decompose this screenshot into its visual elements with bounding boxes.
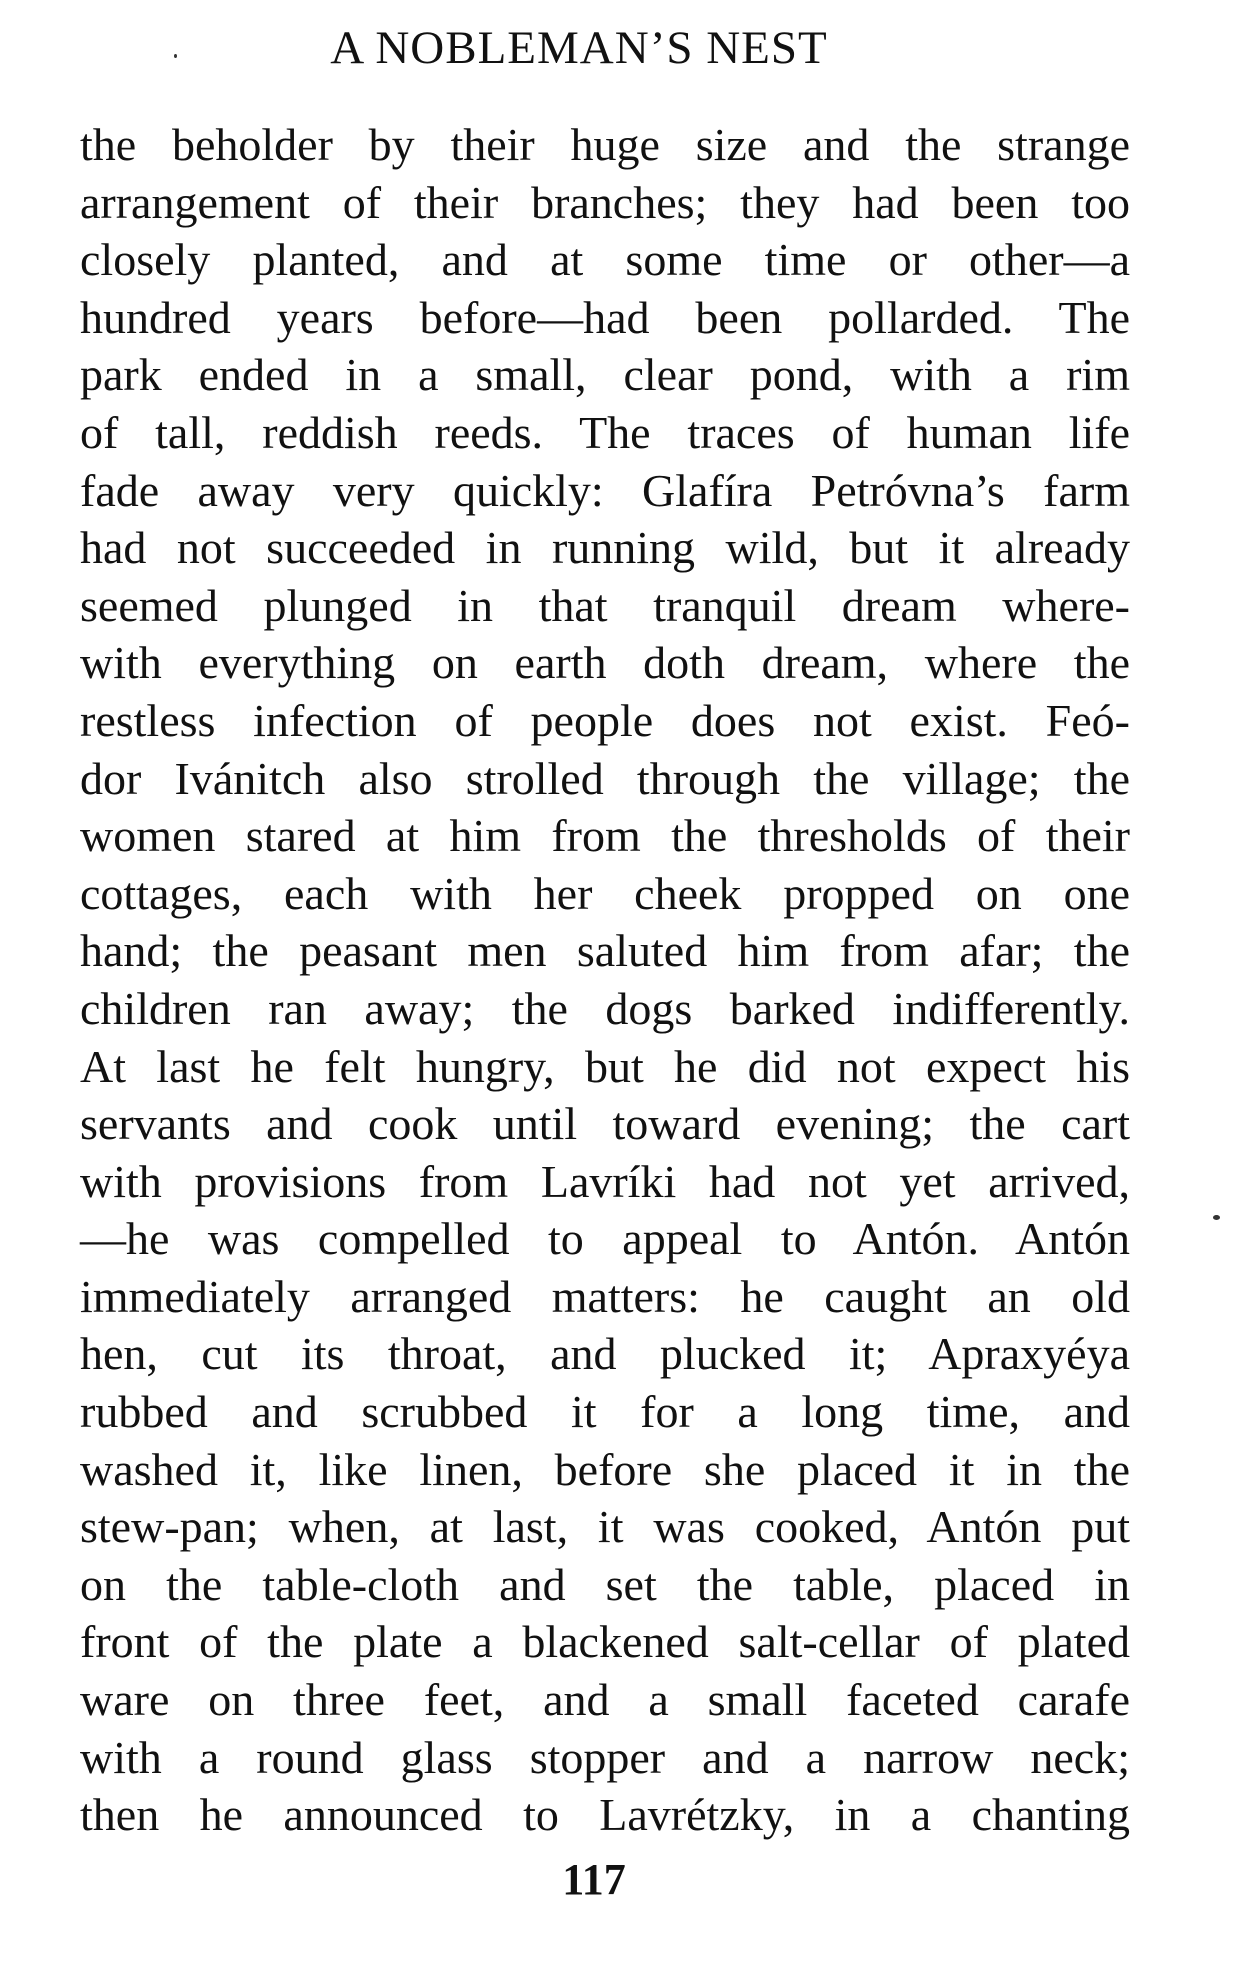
text-line-content: of tall, reddish reeds. The traces of human life bbox=[80, 406, 1130, 458]
text-line-content: dor Ivánitch also strolled through the village; the bbox=[80, 752, 1130, 804]
text-line bbox=[80, 289, 1130, 347]
text-line bbox=[80, 1556, 1130, 1614]
text-line-content: seemed plunged in that tranquil dream where- bbox=[80, 579, 1130, 631]
text-line-content: servants and cook until toward evening; the cart bbox=[80, 1098, 1130, 1150]
text-line-content: immediately arranged matters: he caught an old bbox=[80, 1270, 1130, 1322]
text-line bbox=[80, 346, 1130, 404]
text-line bbox=[80, 750, 1130, 808]
text-line bbox=[80, 1325, 1130, 1383]
text-line-content: hundred years before—had been pollarded. The bbox=[80, 291, 1130, 343]
text-line bbox=[80, 865, 1130, 923]
text-line-content: on the table-cloth and set the table, placed in bbox=[80, 1558, 1130, 1610]
text-line bbox=[80, 634, 1130, 692]
text-line-content: had not succeeded in running wild, but it already bbox=[80, 522, 1130, 574]
text-line bbox=[80, 1268, 1130, 1326]
running-title: A NOBLEMAN’S NEST bbox=[330, 22, 828, 74]
text-line bbox=[80, 1210, 1130, 1268]
text-line-content: arrangement of their branches; they had been too bbox=[80, 176, 1130, 228]
scan-speck bbox=[174, 54, 177, 58]
text-line-content: —he was compelled to appeal to Antón. Antón bbox=[80, 1213, 1130, 1265]
text-line-content: park ended in a small, clear pond, with a rim bbox=[80, 349, 1130, 401]
text-line-content: rubbed and scrubbed it for a long time, and bbox=[80, 1386, 1130, 1438]
text-line bbox=[80, 1441, 1130, 1499]
page-number: 117 bbox=[562, 1855, 626, 1904]
text-line-content: hen, cut its throat, and plucked it; Apraxyéya bbox=[80, 1328, 1130, 1380]
text-line-content: children ran away; the dogs barked indifferently. bbox=[80, 982, 1130, 1034]
text-line bbox=[80, 1498, 1130, 1556]
text-line-content: washed it, like linen, before she placed it in the bbox=[80, 1443, 1130, 1495]
text-line-content: with provisions from Lavríki had not yet arrived, bbox=[80, 1155, 1130, 1207]
text-line bbox=[80, 807, 1130, 865]
text-line bbox=[80, 519, 1130, 577]
text-line bbox=[80, 1153, 1130, 1211]
text-line bbox=[80, 1383, 1130, 1441]
text-line-content: ware on three feet, and a small faceted carafe bbox=[80, 1674, 1130, 1726]
text-line-content: then he announced to Lavrétzky, in a chanting bbox=[80, 1789, 1130, 1841]
text-line-content: the beholder by their huge size and the strange bbox=[80, 119, 1130, 170]
text-line bbox=[80, 1095, 1130, 1153]
scan-speck bbox=[1213, 1215, 1220, 1220]
text-line bbox=[80, 1729, 1130, 1787]
text-line bbox=[80, 577, 1130, 635]
text-line bbox=[80, 462, 1130, 520]
text-line bbox=[80, 922, 1130, 980]
text-line-content: with everything on earth doth dream, where the bbox=[80, 637, 1130, 689]
text-line bbox=[80, 116, 1130, 174]
body-text bbox=[80, 116, 1130, 1844]
text-line bbox=[80, 1786, 1130, 1844]
text-line-content: hand; the peasant men saluted him from afar; the bbox=[80, 925, 1130, 977]
text-line-content: stew-pan; when, at last, it was cooked, Antón put bbox=[80, 1501, 1130, 1553]
text-line bbox=[80, 980, 1130, 1038]
text-line bbox=[80, 1038, 1130, 1096]
text-line-content: women stared at him from the thresholds of their bbox=[80, 810, 1130, 862]
text-line-content: At last he felt hungry, but he did not expect his bbox=[80, 1040, 1130, 1092]
text-line bbox=[80, 174, 1130, 232]
text-line bbox=[80, 231, 1130, 289]
text-line-content: fade away very quickly: Glafíra Petróvna’s farm bbox=[80, 464, 1130, 516]
text-line bbox=[80, 692, 1130, 750]
text-line-content: front of the plate a blackened salt-cellar of plated bbox=[80, 1616, 1130, 1668]
text-line bbox=[80, 1671, 1130, 1729]
text-line-content: restless infection of people does not exist. Feó- bbox=[80, 694, 1130, 746]
text-line-content: cottages, each with her cheek propped on one bbox=[80, 867, 1130, 919]
text-line-content: closely planted, and at some time or other—a bbox=[80, 234, 1130, 286]
text-line-content: with a round glass stopper and a narrow neck; bbox=[80, 1731, 1130, 1783]
text-line bbox=[80, 1613, 1130, 1671]
text-line bbox=[80, 404, 1130, 462]
